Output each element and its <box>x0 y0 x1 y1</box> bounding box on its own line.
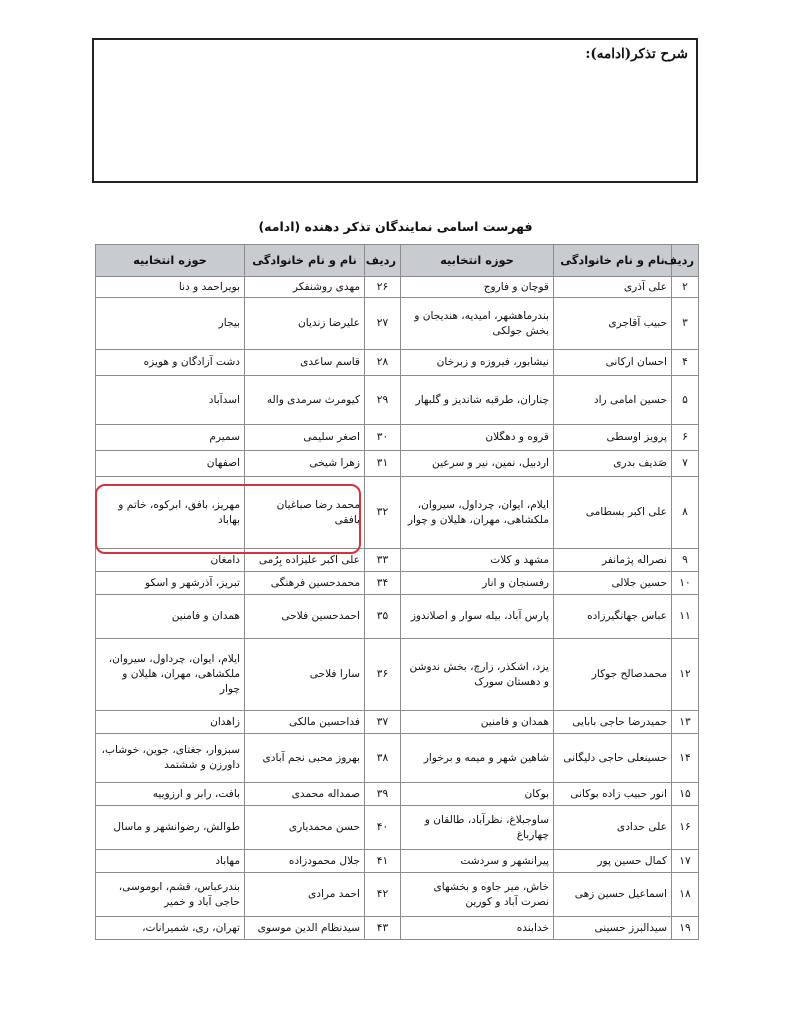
header-district: حوزه انتخابیه <box>96 245 245 277</box>
district-cell: زاهدان <box>96 711 245 734</box>
row-number-cell: ۲۹ <box>365 376 401 425</box>
name-cell: حسینعلی حاجی دلیگانی <box>554 734 672 783</box>
name-cell: کیومرث سرمدی واله <box>245 376 365 425</box>
name-cell: کمال حسین پور <box>554 850 672 873</box>
name-cell: حسن محمدیاری <box>245 806 365 850</box>
name-cell: علی آذری <box>554 277 672 298</box>
row-number-cell: ۱۴ <box>672 734 699 783</box>
name-cell: علیرضا زندیان <box>245 298 365 350</box>
district-cell: بیجار <box>96 298 245 350</box>
header-row-number: ردیف <box>672 245 699 277</box>
name-cell: قاسم ساعدی <box>245 350 365 376</box>
name-cell: احمدحسین فلاحی <box>245 595 365 639</box>
row-number-cell: ۱۱ <box>672 595 699 639</box>
district-cell: قوچان و فاروج <box>401 277 554 298</box>
district-cell: پارس آباد، بیله سوار و اصلاندوز <box>401 595 554 639</box>
table-row <box>96 451 699 477</box>
note-title: شرح تذکر(ادامه): <box>585 46 688 62</box>
table-row <box>96 595 699 639</box>
district-cell: مشهد و کلات <box>401 549 554 572</box>
district-cell: چناران، طرقبه شاندیز و گلبهار <box>401 376 554 425</box>
district-cell: مهریز، بافق، ابرکوه، خاتم و بهاباد <box>96 477 245 549</box>
row-number-cell: ۱۹ <box>672 917 699 940</box>
table-row <box>96 873 699 917</box>
row-number-cell: ۵ <box>672 376 699 425</box>
name-cell: صَدیف بدری <box>554 451 672 477</box>
name-cell: محمدصالح جوکار <box>554 639 672 711</box>
table-row <box>96 639 699 711</box>
name-cell: زهرا شیخی <box>245 451 365 477</box>
row-number-cell: ۷ <box>672 451 699 477</box>
district-cell: بافت، رابر و ارزوییه <box>96 783 245 806</box>
row-number-cell: ۱۷ <box>672 850 699 873</box>
name-cell: صمداله محمدی <box>245 783 365 806</box>
row-number-cell: ۴۲ <box>365 873 401 917</box>
table-row <box>96 711 699 734</box>
district-cell: مهاباد <box>96 850 245 873</box>
district-cell: ساوجبلاغ، نظرآباد، طالقان و چهارباغ <box>401 806 554 850</box>
row-number-cell: ۱۸ <box>672 873 699 917</box>
district-cell: بندرماهشهر، امیدیه، هندیجان و بخش جولکی <box>401 298 554 350</box>
row-number-cell: ۳۷ <box>365 711 401 734</box>
table-row <box>96 376 699 425</box>
district-cell: بوکان <box>401 783 554 806</box>
name-cell: علی حدادی <box>554 806 672 850</box>
table-header-row <box>96 245 699 277</box>
name-cell: احسان ارکانی <box>554 350 672 376</box>
row-number-cell: ۳۴ <box>365 572 401 595</box>
name-cell: اصغر سلیمی <box>245 425 365 451</box>
name-cell: انور حبیب زاده بوکانی <box>554 783 672 806</box>
name-cell: جلال محمودزاده <box>245 850 365 873</box>
name-cell: علی اکبر بسطامی <box>554 477 672 549</box>
table-row <box>96 734 699 783</box>
row-number-cell: ۳۰ <box>365 425 401 451</box>
table-row <box>96 806 699 850</box>
row-number-cell: ۴۱ <box>365 850 401 873</box>
district-cell: ایلام، ایوان، چرداول، سیروان، ملکشاهی، مهران، هلیلان و چوار <box>96 639 245 711</box>
district-cell: اسدآباد <box>96 376 245 425</box>
table-row <box>96 572 699 595</box>
row-number-cell: ۴۰ <box>365 806 401 850</box>
note-box <box>92 38 698 183</box>
table-row <box>96 783 699 806</box>
row-number-cell: ۹ <box>672 549 699 572</box>
row-number-cell: ۳۶ <box>365 639 401 711</box>
name-cell: علی اکبر علیزاده بِرُمی <box>245 549 365 572</box>
district-cell: ایلام، ایوان، چرداول، سیروان، ملکشاهی، مهران، هلیلان و چوار <box>401 477 554 549</box>
header-name: نام و نام خانوادگی <box>554 245 672 277</box>
row-number-cell: ۱۶ <box>672 806 699 850</box>
row-number-cell: ۱۰ <box>672 572 699 595</box>
district-cell: همدان و فامنین <box>401 711 554 734</box>
row-number-cell: ۱۲ <box>672 639 699 711</box>
name-cell: بهروز محبی نجم آبادی <box>245 734 365 783</box>
row-number-cell: ۲ <box>672 277 699 298</box>
district-cell: قروه و دهگلان <box>401 425 554 451</box>
district-cell: دامغان <box>96 549 245 572</box>
row-number-cell: ۲۸ <box>365 350 401 376</box>
row-number-cell: ۸ <box>672 477 699 549</box>
row-number-cell: ۱۳ <box>672 711 699 734</box>
name-cell: مهدی روشنفکر <box>245 277 365 298</box>
table-row <box>96 477 699 549</box>
row-number-cell: ۳۹ <box>365 783 401 806</box>
district-cell: همدان و فامنین <box>96 595 245 639</box>
row-number-cell: ۳۳ <box>365 549 401 572</box>
row-number-cell: ۳۸ <box>365 734 401 783</box>
district-cell: نیشابور، فیروزه و زبرخان <box>401 350 554 376</box>
row-number-cell: ۳۵ <box>365 595 401 639</box>
name-cell: عباس جهانگیرزاده <box>554 595 672 639</box>
header-row-number: ردیف <box>365 245 401 277</box>
district-cell: طوالش، رضوانشهر و ماسال <box>96 806 245 850</box>
row-number-cell: ۲۷ <box>365 298 401 350</box>
district-cell: بندرعباس، قشم، ابوموسی، حاجی آباد و خمیر <box>96 873 245 917</box>
table-row <box>96 350 699 376</box>
table-row <box>96 298 699 350</box>
name-cell: احمد مرادی <box>245 873 365 917</box>
district-cell: یزد، اشکذر، زارچ، بخش ندوشن و دهستان سورک <box>401 639 554 711</box>
district-cell: تهران، ری، شمیرانات، <box>96 917 245 940</box>
row-number-cell: ۴ <box>672 350 699 376</box>
table-row <box>96 850 699 873</box>
name-cell: محمد رضا صباغیان بافقی <box>245 477 365 549</box>
name-cell: سارا فلاحی <box>245 639 365 711</box>
name-cell: اسماعیل حسین زهی <box>554 873 672 917</box>
district-cell: رفسنجان و انار <box>401 572 554 595</box>
name-cell: فداحسین مالکی <box>245 711 365 734</box>
row-number-cell: ۳۲ <box>365 477 401 549</box>
table-row <box>96 425 699 451</box>
representatives-table <box>95 244 699 940</box>
district-cell: دشت آزادگان و هویزه <box>96 350 245 376</box>
header-name: نام و نام خانوادگی <box>245 245 365 277</box>
row-number-cell: ۶ <box>672 425 699 451</box>
row-number-cell: ۱۵ <box>672 783 699 806</box>
row-number-cell: ۳۱ <box>365 451 401 477</box>
name-cell: حمیدرضا حاجی بابایی <box>554 711 672 734</box>
table-row <box>96 277 699 298</box>
district-cell: تبریز، آذرشهر و اسکو <box>96 572 245 595</box>
district-cell: اصفهان <box>96 451 245 477</box>
name-cell: حسین امامی راد <box>554 376 672 425</box>
district-cell: خدابنده <box>401 917 554 940</box>
row-number-cell: ۳ <box>672 298 699 350</box>
name-cell: پرویز اوسطی <box>554 425 672 451</box>
district-cell: سمیرم <box>96 425 245 451</box>
district-cell: خاش، میر جاوه و بخشهای نصرت آباد و کورین <box>401 873 554 917</box>
header-district: حوزه انتخابیه <box>401 245 554 277</box>
table-row <box>96 549 699 572</box>
district-cell: شاهین شهر و میمه و برخوار <box>401 734 554 783</box>
name-cell: حبیب آقاجری <box>554 298 672 350</box>
district-cell: پیرانشهر و سردشت <box>401 850 554 873</box>
name-cell: سیدنظام الدین موسوی <box>245 917 365 940</box>
district-cell: سبزوار، جغتای، جوین، خوشاب، داورزن و ششتمد <box>96 734 245 783</box>
row-number-cell: ۴۳ <box>365 917 401 940</box>
name-cell: محمدحسین فرهنگی <box>245 572 365 595</box>
name-cell: نصراله پژمانفر <box>554 549 672 572</box>
row-number-cell: ۲۶ <box>365 277 401 298</box>
district-cell: بویراحمد و دنا <box>96 277 245 298</box>
name-cell: حسین جلالی <box>554 572 672 595</box>
district-cell: اردبیل، نمین، نیر و سرعین <box>401 451 554 477</box>
table-row <box>96 917 699 940</box>
list-title: فهرست اسامی نمایندگان تذکر دهنده (ادامه) <box>258 219 533 234</box>
name-cell: سیدالبرز حسینی <box>554 917 672 940</box>
